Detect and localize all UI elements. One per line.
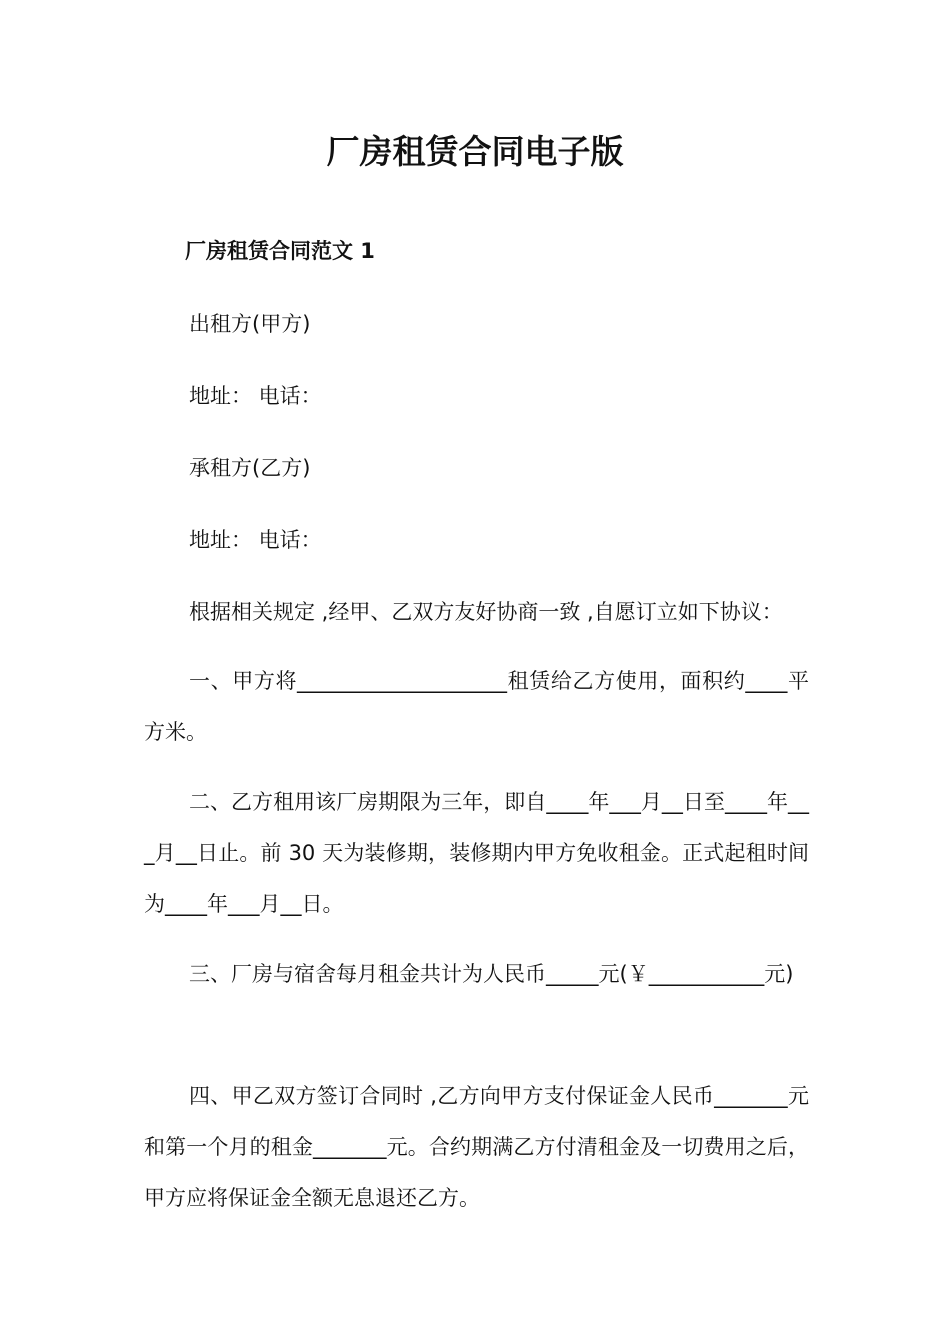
lessee-label: 承租方(乙方): [189, 456, 311, 480]
clause-2: 二、乙方租用该厂房期限为三年，即自____年___月__日至____年___月__日止。前 30 天为装修期，装修期内甲方免收租金。正式起租时间为____年___月__日。: [144, 790, 809, 916]
clause-1: 一、甲方将____________________租赁给乙方使用，面积约____平方米。: [144, 669, 809, 744]
document-title: 厂房租赁合同电子版: [326, 132, 624, 171]
lessor-label: 出租方(甲方): [189, 312, 311, 336]
lessee-contact: 地址： 电话：: [189, 528, 322, 552]
clause-3: 三、厂房与宿舍每月租金共计为人民币_____元(￥___________元): [189, 962, 794, 986]
lessor-contact: 地址： 电话：: [189, 384, 322, 408]
clause-4: 四、甲乙双方签订合同时 ,乙方向甲方支付保证金人民币_______元和第一个月的租金_______元。合约期满乙方付清租金及一切费用之后，甲方应将保证金全额无息退还乙方。: [144, 1084, 809, 1210]
intro-paragraph: 根据相关规定 ,经甲、乙双方友好协商一致 ,自愿订立如下协议：: [189, 600, 783, 624]
section-subtitle: 厂房租赁合同范文 1: [185, 239, 375, 263]
